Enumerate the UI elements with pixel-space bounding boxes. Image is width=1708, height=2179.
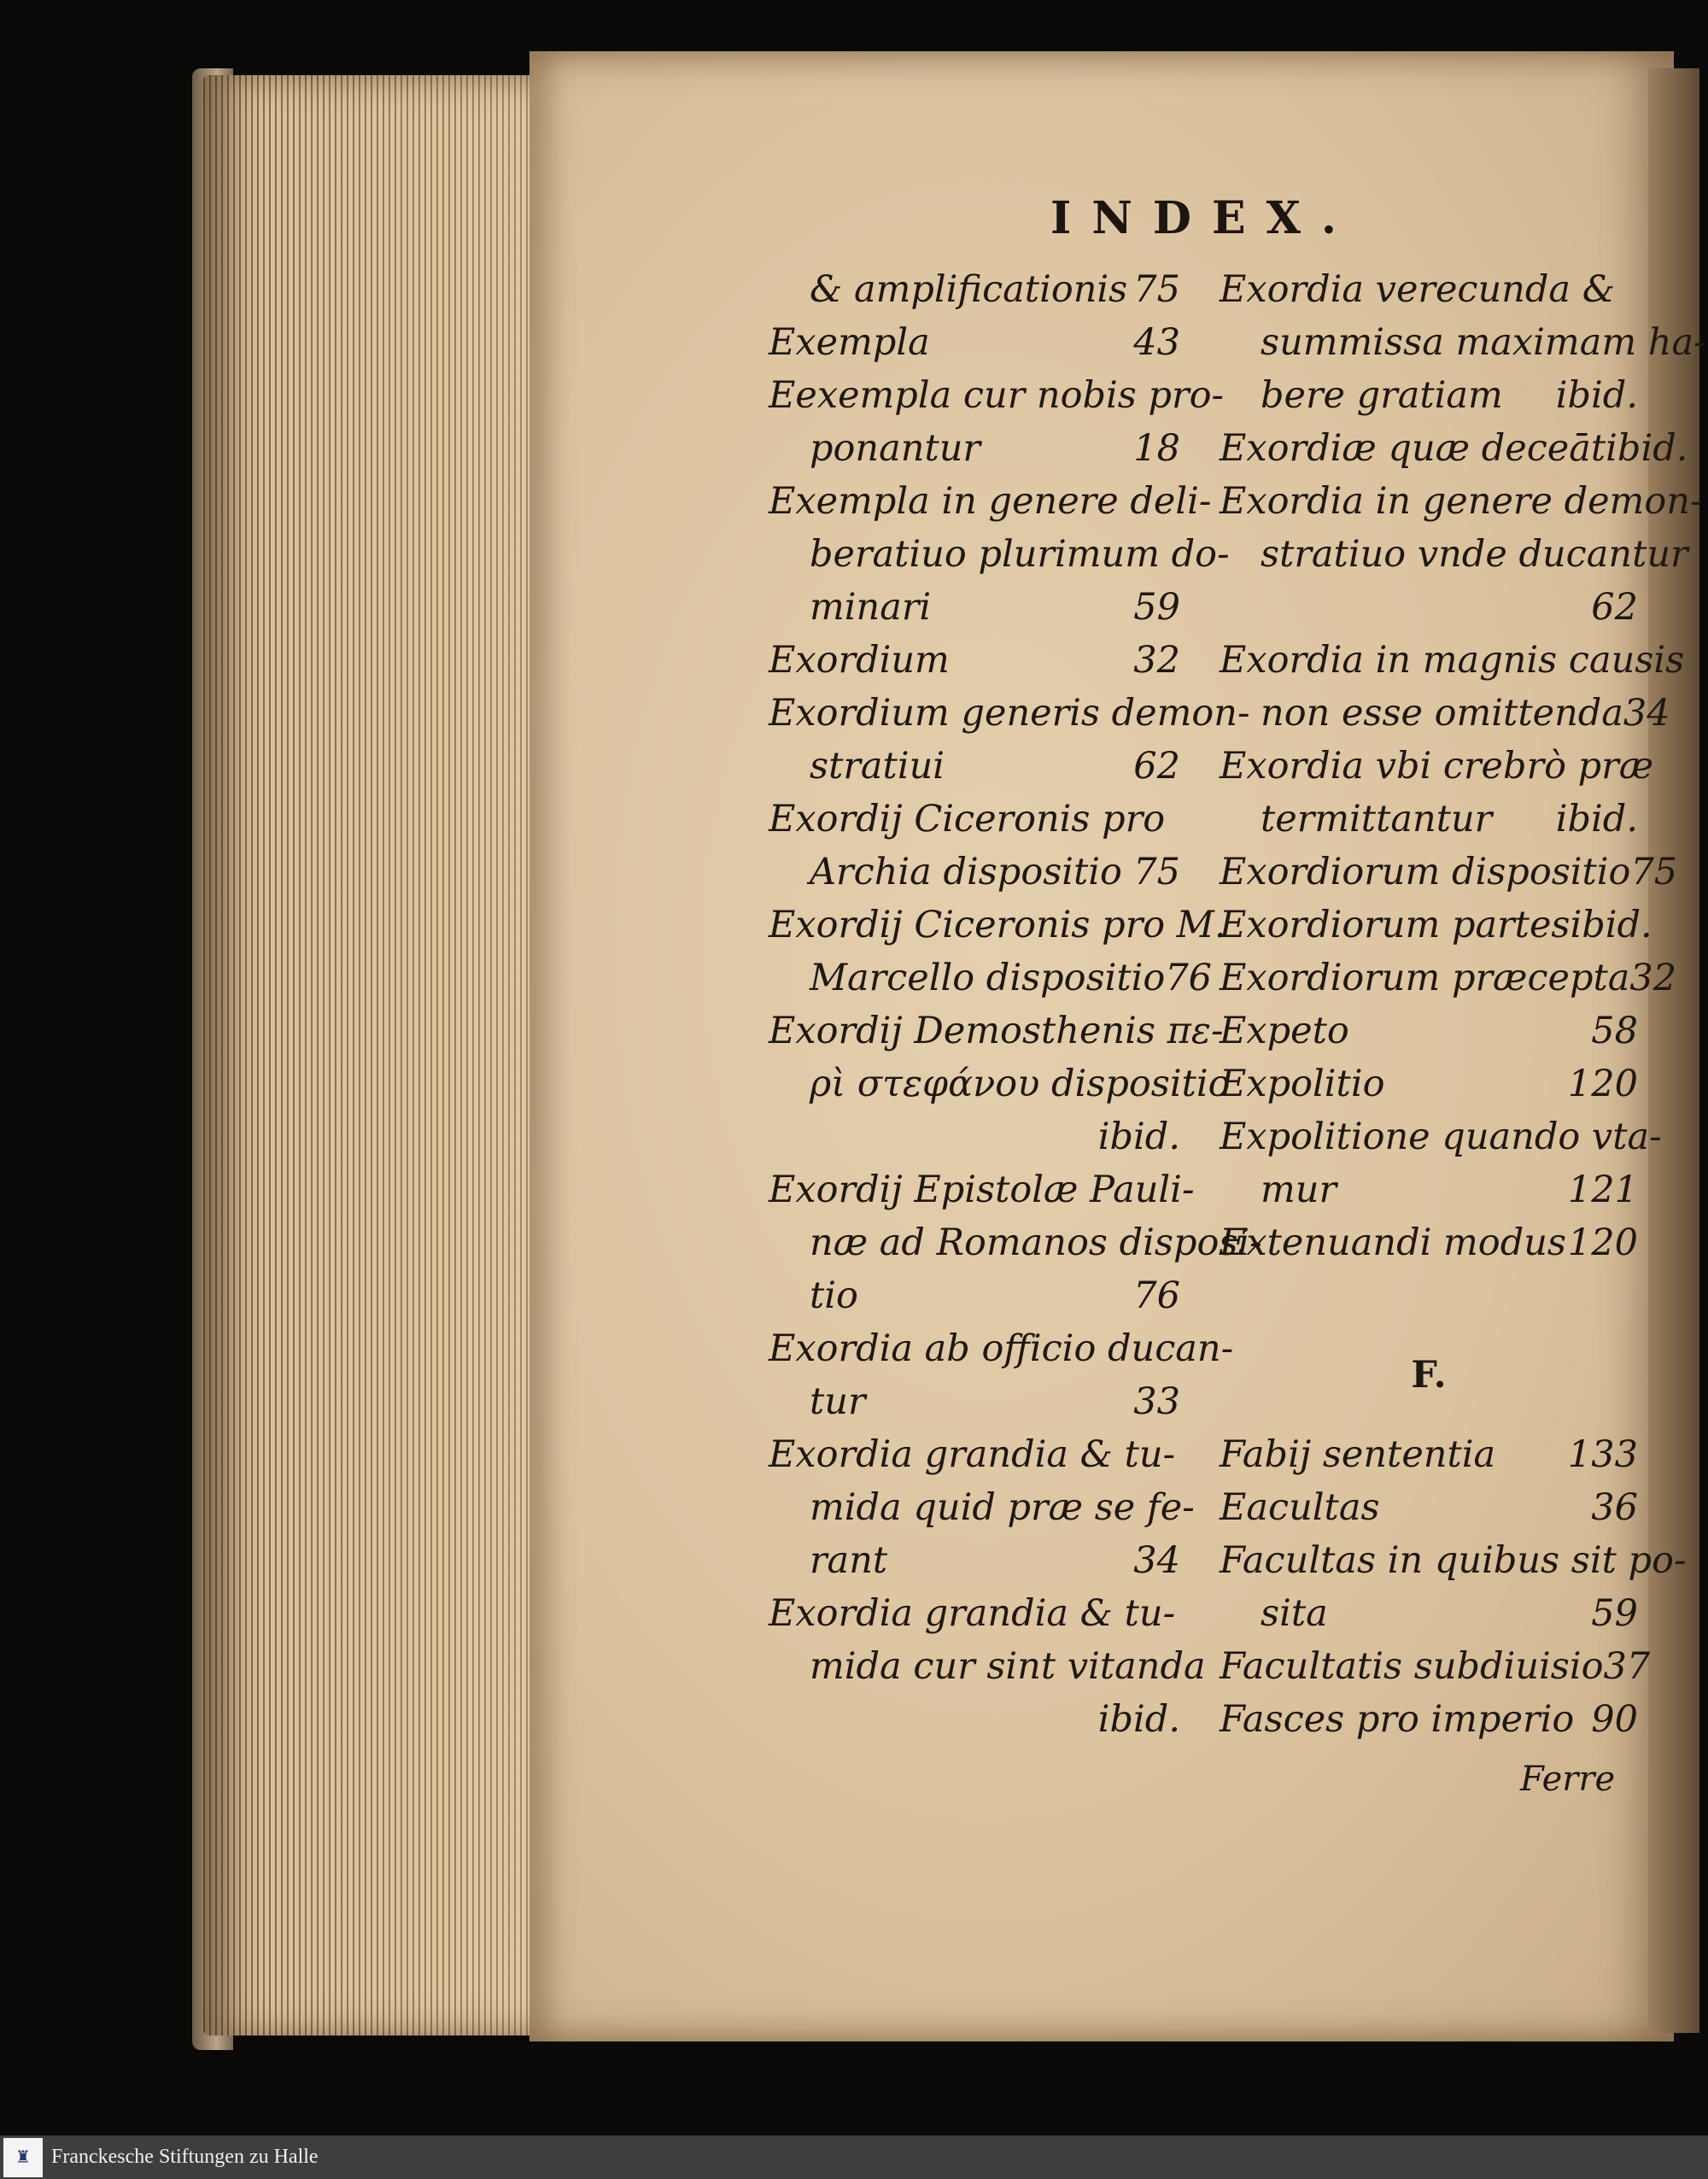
index-entry (769, 1005, 1224, 1057)
index-term: minari (810, 586, 932, 629)
index-term: Exordia verecunda & (1220, 268, 1615, 311)
index-page-number: ibid. (1097, 1116, 1180, 1158)
footer-bar (0, 2135, 1708, 2179)
index-entry-continuation (769, 1269, 1180, 1322)
index-term: non esse omittenda (1261, 692, 1623, 735)
index-term: Facultas in quibus sit po- (1220, 1539, 1687, 1582)
index-page-number: 120 (1567, 1063, 1638, 1105)
index-term: Exordia in magnis causis (1220, 639, 1685, 682)
index-term: Exordiorum dispositio (1220, 851, 1631, 893)
index-term: Exordia vbi crebrò præ (1220, 745, 1654, 788)
index-entry-continuation (769, 1481, 1195, 1534)
index-term: Archia dispositio (810, 851, 1122, 893)
index-entry (1220, 1428, 1638, 1481)
index-entry (1220, 1005, 1638, 1057)
index-page-number: 62 (1591, 586, 1638, 629)
page-edges (203, 75, 541, 2035)
index-page-number: 33 (1133, 1380, 1180, 1423)
index-page-number: 76 (1133, 1274, 1180, 1317)
index-term: Expolitione quando vta- (1220, 1116, 1662, 1158)
index-page-number: 43 (1133, 321, 1180, 364)
index-term: beratiuo plurimum do- (810, 533, 1230, 576)
index-page-number: 18 (1133, 427, 1180, 470)
index-term: Expeto (1220, 1010, 1349, 1052)
index-page-number: 36 (1591, 1486, 1638, 1529)
index-letter-heading: F. (1411, 1354, 1447, 1397)
index-term: Exempla in genere deli- (769, 480, 1212, 523)
index-entry-continuation (769, 740, 1180, 793)
index-term: Exordij Demosthenis πε- (769, 1010, 1224, 1052)
index-entry (1220, 263, 1638, 316)
index-entry (769, 369, 1224, 422)
index-entry (1220, 1534, 1687, 1587)
index-entry-continuation (769, 952, 1213, 1005)
index-page-number: 90 (1591, 1698, 1638, 1741)
index-page-number: 37 (1603, 1645, 1651, 1688)
index-entry (1220, 634, 1685, 687)
index-page-number: 76 (1165, 957, 1213, 999)
index-page-number: ibid. (1570, 904, 1652, 946)
index-term: Exordiorum præcepta (1220, 957, 1630, 999)
index-column-left (769, 263, 1262, 1746)
index-entry (1220, 1216, 1638, 1269)
index-entry-continuation (1220, 581, 1638, 634)
index-entry (1220, 1640, 1651, 1693)
index-entry (1220, 1057, 1638, 1110)
index-term: tur (810, 1380, 866, 1423)
index-entry (1220, 1110, 1662, 1163)
index-page-number: 75 (1630, 851, 1678, 893)
index-term: mida quid præ se fe- (810, 1486, 1195, 1529)
index-page-number: 32 (1629, 957, 1677, 999)
index-page-number: 58 (1591, 1010, 1638, 1052)
index-term: tio (810, 1274, 858, 1317)
index-term: Exordiorum partes (1220, 904, 1571, 946)
index-term: sita (1261, 1592, 1328, 1635)
institution-logo-icon: ♜ (3, 2138, 43, 2177)
index-entry-continuation (769, 1534, 1180, 1587)
index-entry (1220, 422, 1688, 475)
index-page-number: 59 (1133, 586, 1180, 629)
index-term: Exordium (769, 639, 950, 682)
index-entry-continuation (769, 1693, 1180, 1746)
index-term: mida cur sint vitanda (810, 1645, 1206, 1688)
index-entry (1220, 899, 1652, 952)
index-entry-continuation (1220, 316, 1706, 369)
index-term: Fasces pro imperio (1220, 1698, 1575, 1741)
index-term: ρὶ στεφάνου dispositio (810, 1063, 1231, 1105)
index-entry (1220, 952, 1677, 1005)
index-page-number: ibid. (1555, 798, 1638, 841)
index-entry-continuation (769, 1216, 1262, 1269)
index-term: Exordia grandia & tu- (769, 1592, 1176, 1635)
index-term: Facultatis subdiuisio (1220, 1645, 1604, 1688)
index-entry (769, 687, 1250, 740)
index-term: stratiuo vnde ducantur (1261, 533, 1688, 576)
index-entry (769, 793, 1180, 846)
index-page-number: 59 (1591, 1592, 1638, 1635)
index-gap (1220, 1269, 1638, 1322)
index-entry-continuation (1220, 528, 1688, 581)
index-term: bere gratiam (1261, 374, 1503, 417)
index-page-number: 133 (1567, 1433, 1638, 1476)
index-entry (1220, 740, 1654, 793)
catchword: Ferre (1520, 1760, 1616, 1799)
index-page-number: 75 (1133, 268, 1180, 311)
index-term: Exordiæ quæ deceāt (1220, 427, 1606, 470)
index-entry (1220, 475, 1703, 528)
index-term: Eacultas (1220, 1486, 1380, 1529)
index-page-number: 34 (1623, 692, 1670, 735)
index-page-number: 32 (1133, 639, 1180, 682)
index-term: Exordia in genere demon- (1220, 480, 1703, 523)
index-entry (769, 1322, 1234, 1375)
index-term: rant (810, 1539, 888, 1582)
index-term: Eexempla cur nobis pro- (769, 374, 1224, 417)
index-page-number: 75 (1133, 851, 1180, 893)
index-page-number: 120 (1567, 1221, 1638, 1264)
index-term: Exordij Epistolæ Pauli- (769, 1169, 1195, 1211)
index-entry-continuation (769, 581, 1180, 634)
page-header: INDEX. (1050, 192, 1358, 244)
index-term: Extenuandi modus (1220, 1221, 1566, 1264)
index-term: Exordium generis demon- (769, 692, 1250, 735)
index-entry (769, 1163, 1195, 1216)
index-entry-continuation (1220, 1163, 1638, 1216)
index-entry-continuation (1220, 1587, 1638, 1640)
index-page-number: ibid. (1097, 1698, 1180, 1741)
index-entry-continuation (769, 263, 1180, 316)
index-entry (769, 1428, 1180, 1481)
index-term: Expolitio (1220, 1063, 1385, 1105)
footer-credit: Franckesche Stiftungen zu Halle (51, 2146, 319, 2168)
index-entry-continuation (769, 422, 1180, 475)
index-entry-continuation (769, 1640, 1206, 1693)
index-term: ponantur (810, 427, 980, 470)
index-entry-continuation (1220, 687, 1670, 740)
index-entry (769, 475, 1212, 528)
index-column-right (1220, 263, 1706, 1746)
index-page-number: 34 (1133, 1539, 1180, 1582)
index-term: Exordia ab officio ducan- (769, 1327, 1234, 1370)
index-term: stratiui (810, 745, 945, 788)
index-entry (769, 316, 1180, 369)
index-entry-continuation (769, 528, 1230, 581)
index-entry (1220, 1481, 1638, 1534)
index-term: Exordij Ciceronis pro (769, 798, 1166, 841)
index-entry-continuation (1220, 369, 1638, 422)
index-entry (769, 634, 1180, 687)
index-entry-continuation (769, 846, 1180, 899)
index-entry-continuation (769, 1375, 1180, 1428)
index-entry (769, 899, 1226, 952)
index-page-number: 121 (1567, 1169, 1638, 1211)
index-term: & amplificationis (810, 268, 1128, 311)
index-entry (1220, 1693, 1638, 1746)
index-term: summissa maximam ha- (1261, 321, 1706, 364)
index-term: Marcello dispositio (810, 957, 1166, 999)
index-term: Exempla (769, 321, 930, 364)
index-entry (769, 1587, 1180, 1640)
index-entry-continuation (769, 1057, 1231, 1110)
index-page-number: ibid. (1606, 427, 1688, 470)
index-term: termittantur (1261, 798, 1493, 841)
index-term: Fabij sententia (1220, 1433, 1496, 1476)
index-term: Exordij Ciceronis pro M. (769, 904, 1226, 946)
index-term: mur (1261, 1169, 1337, 1211)
index-entry-continuation (1220, 793, 1638, 846)
index-entry (1220, 846, 1678, 899)
index-page-number: 62 (1133, 745, 1180, 788)
index-entry-continuation (769, 1110, 1180, 1163)
index-term: Exordia grandia & tu- (769, 1433, 1176, 1476)
index-page-number: ibid. (1555, 374, 1638, 417)
index-term: næ ad Romanos disposi- (810, 1221, 1262, 1264)
